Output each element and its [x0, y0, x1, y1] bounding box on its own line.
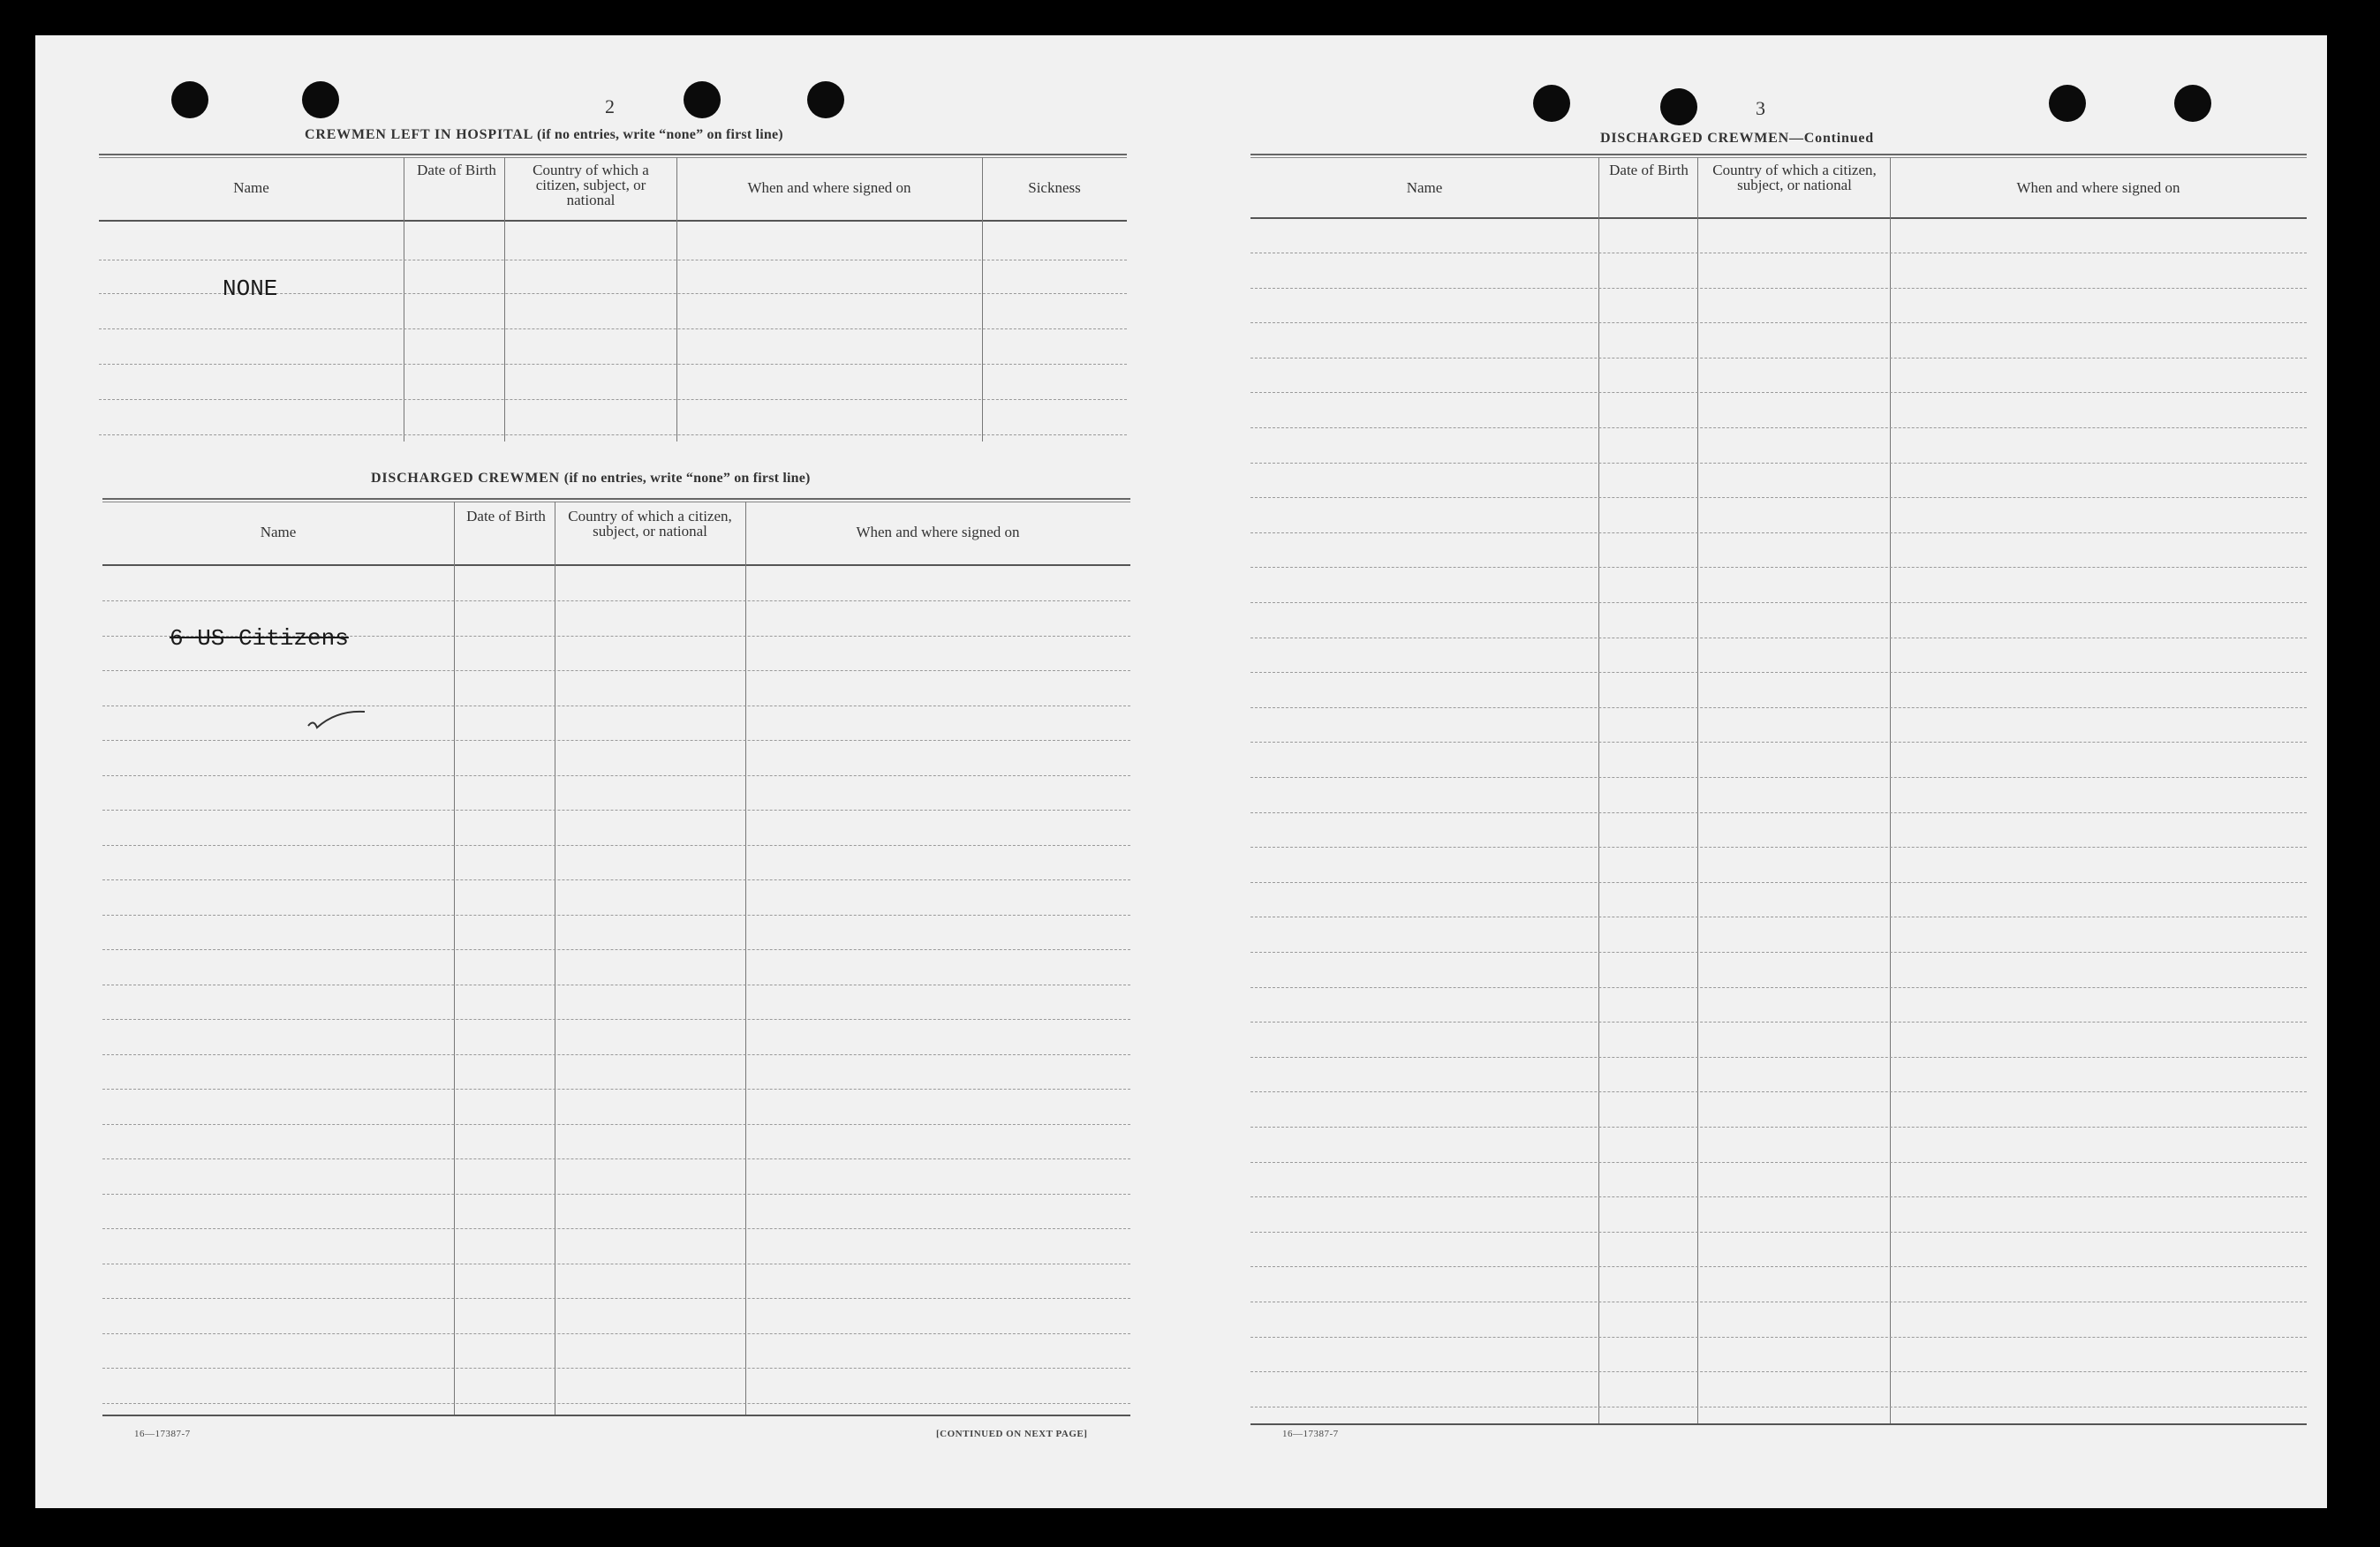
ruled-line: [102, 845, 1130, 846]
ruled-line: [1250, 322, 2307, 323]
punch-hole: [2174, 85, 2211, 122]
discharged-continued-table: [1250, 154, 2307, 1460]
hospital-col-dob: Date of Birth: [417, 162, 496, 178]
ruled-line: [1250, 1127, 2307, 1128]
ruled-line: [1250, 532, 2307, 533]
continued-col-name: Name: [1406, 179, 1443, 196]
ruled-line: [102, 915, 1130, 916]
ruled-line: [102, 1019, 1130, 1020]
continued-col-dob: Date of Birth: [1609, 162, 1689, 178]
continued-title-suffix: —Continued: [1788, 131, 1875, 146]
ruled-line: [102, 1333, 1130, 1334]
ruled-line: [1250, 1371, 2307, 1372]
ruled-line: [102, 1368, 1130, 1369]
ruled-line: [1250, 427, 2307, 428]
ruled-line: [1250, 707, 2307, 708]
ruled-line: [102, 670, 1130, 671]
ruled-line: [102, 1124, 1130, 1125]
punch-hole: [171, 81, 208, 118]
discharged-col-country: Country of which a citizen, subject, or national: [568, 508, 732, 540]
ruled-line: [102, 1298, 1130, 1299]
continued-title-text: DISCHARGED CREWMEN: [1600, 131, 1789, 146]
check-mark: [301, 701, 372, 736]
punch-hole: [2049, 85, 2086, 122]
ruled-line: [1250, 1337, 2307, 1338]
ruled-line: [102, 775, 1130, 776]
ruled-line: [1250, 497, 2307, 498]
punch-hole: [1660, 88, 1697, 125]
hospital-entry: NONE: [223, 275, 278, 302]
ruled-line: [1250, 777, 2307, 778]
ruled-line: [1250, 1162, 2307, 1163]
ruled-line: [102, 1054, 1130, 1055]
hospital-title-text: CREWMEN LEFT IN HOSPITAL: [305, 127, 533, 142]
discharged-title-text: DISCHARGED CREWMEN: [371, 471, 560, 486]
document-sheet: [35, 35, 2327, 1508]
discharged-entry: 6 US Citizens: [170, 625, 349, 652]
ruled-line: [1250, 672, 2307, 673]
discharged-col-name: Name: [260, 524, 297, 540]
ruled-line: [1250, 1196, 2307, 1197]
discharged-section-title: [371, 471, 811, 487]
ruled-line: [102, 1089, 1130, 1090]
hospital-col-signed: When and where signed on: [747, 179, 911, 196]
ruled-line: [1250, 882, 2307, 883]
ruled-line: [102, 949, 1130, 950]
discharged-title-note: (if no entries, write “none” on first line): [563, 471, 811, 486]
punch-hole: [684, 81, 721, 118]
ruled-line: [102, 1228, 1130, 1229]
ruled-line: [102, 1403, 1130, 1404]
ruled-line: [102, 1158, 1130, 1159]
ruled-line: [1250, 847, 2307, 848]
punch-hole: [807, 81, 844, 118]
form-number: 16—17387-7: [134, 1429, 191, 1439]
continued-section-title: [1600, 131, 1874, 147]
ruled-line: [1250, 1266, 2307, 1267]
hospital-col-country: Country of which a citizen, subject, or national: [533, 162, 649, 208]
ruled-line: [102, 740, 1130, 741]
page-number: 3: [1756, 97, 1765, 119]
hospital-col-sickness: Sickness: [1028, 179, 1081, 196]
ruled-line: [1250, 742, 2307, 743]
ruled-line: [102, 810, 1130, 811]
ruled-line: [1250, 1022, 2307, 1023]
ruled-line: [1250, 288, 2307, 289]
discharged-table: [102, 498, 1130, 1460]
continued-col-country: Country of which a citizen, subject, or national: [1712, 162, 1877, 193]
ruled-line: [1250, 952, 2307, 953]
discharged-col-dob: Date of Birth: [466, 508, 546, 524]
form-number: 16—17387-7: [1282, 1429, 1339, 1439]
ruled-line: [1250, 1232, 2307, 1233]
punch-hole: [302, 81, 339, 118]
ruled-line: [1250, 987, 2307, 988]
hospital-col-name: Name: [233, 179, 269, 196]
continued-note: [CONTINUED ON NEXT PAGE]: [936, 1429, 1088, 1439]
ruled-line: [102, 1194, 1130, 1195]
continued-col-signed: When and where signed on: [2016, 179, 2180, 196]
hospital-title-note: (if no entries, write “none” on first line): [537, 127, 783, 142]
ruled-line: [102, 600, 1130, 601]
ruled-line: [1250, 567, 2307, 568]
ruled-line: [102, 879, 1130, 880]
ruled-line: [1250, 392, 2307, 393]
ruled-line: [1250, 463, 2307, 464]
discharged-col-signed: When and where signed on: [856, 524, 1020, 540]
page-number: 2: [605, 95, 615, 117]
ruled-line: [1250, 602, 2307, 603]
punch-hole: [1533, 85, 1570, 122]
ruled-line: [1250, 1057, 2307, 1058]
ruled-line: [1250, 812, 2307, 813]
ruled-line: [1250, 1091, 2307, 1092]
hospital-table: [99, 154, 1127, 480]
hospital-section-title: [305, 127, 783, 143]
